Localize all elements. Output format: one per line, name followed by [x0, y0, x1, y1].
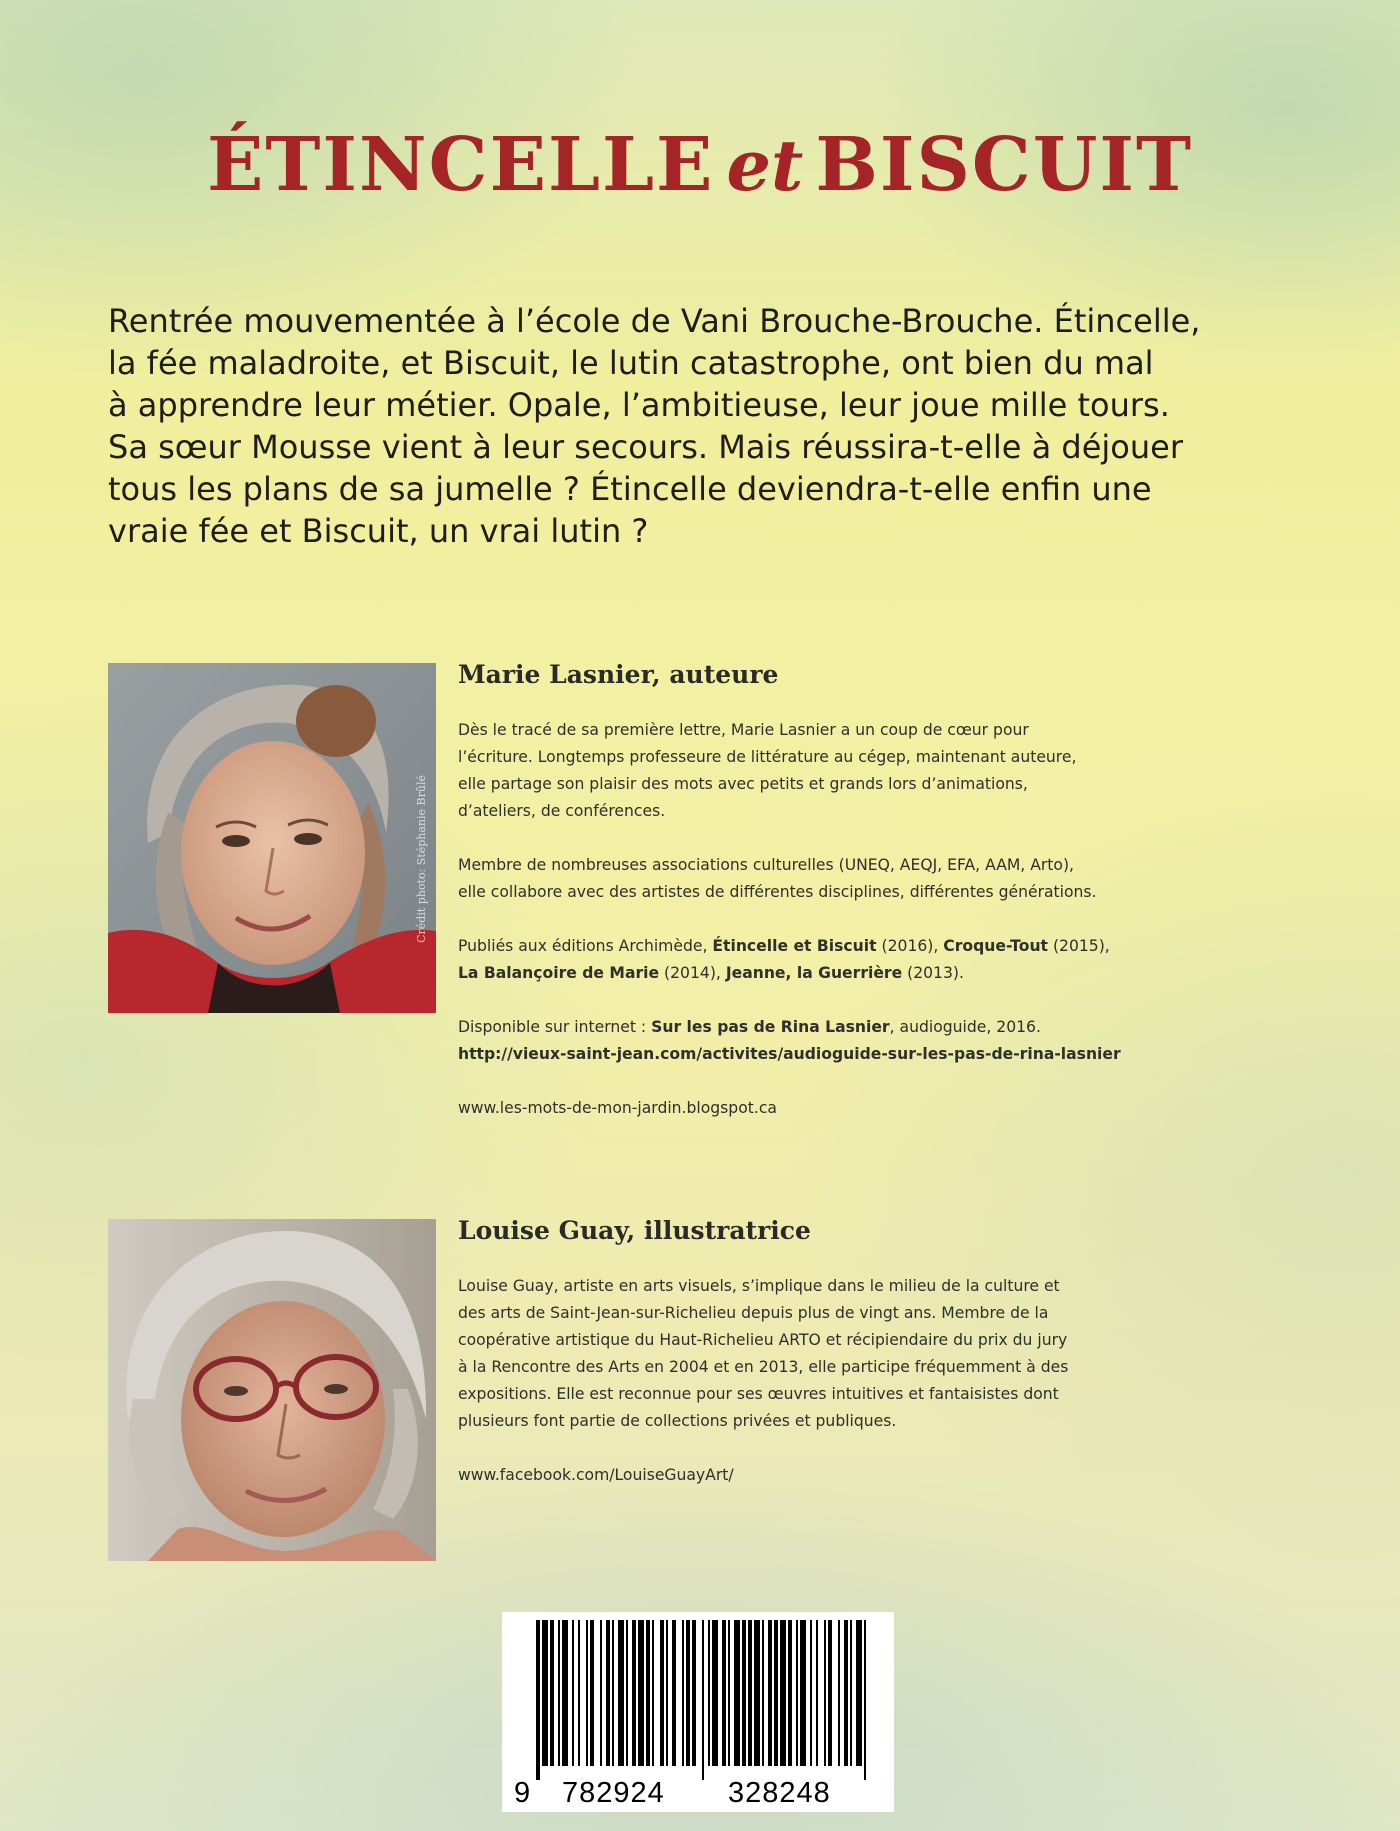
barcode-bar — [748, 1620, 752, 1766]
author-bio-paragraph-1: Dès le tracé de sa première lettre, Marie Lasnier a un coup de cœur pour l’écriture. Longtemps professeure de littérature au cégep, maintenant auteure, elle partage son plaisir des mots avec petits et grands lors d’animations, d’ateliers, de conférences. — [458, 721, 1077, 820]
publication-title-3: La Balançoire de Marie — [458, 964, 660, 982]
author-photo — [108, 663, 436, 1013]
online-url-link[interactable]: http://vieux-saint-jean.com/activites/audioguide-sur-les-pas-de-rina-lasnier — [458, 1045, 1121, 1063]
barcode-bar — [632, 1620, 636, 1766]
barcode-bar — [768, 1620, 772, 1766]
photo-credit: Crédit photo: Stéphanie Brûlé — [415, 775, 428, 943]
barcode-bar — [844, 1620, 848, 1766]
barcode-bar — [550, 1620, 554, 1766]
publication-year-1: (2016), — [876, 937, 944, 955]
barcode-bar — [612, 1620, 614, 1766]
barcode-bar — [838, 1620, 840, 1766]
barcode-bar — [722, 1620, 726, 1766]
barcode-bar — [824, 1620, 826, 1766]
online-prefix: Disponible sur internet : — [458, 1018, 652, 1036]
publication-year-2: (2015), — [1048, 937, 1110, 955]
barcode-bar — [762, 1620, 764, 1766]
barcode-bar — [660, 1620, 664, 1766]
barcode-bar — [572, 1620, 574, 1766]
barcode-bar — [800, 1620, 806, 1766]
barcode-bar — [708, 1620, 710, 1766]
illustrator-bio-paragraph: Louise Guay, artiste en arts visuels, s’implique dans le milieu de la culture et des arts de Saint-Jean-sur-Richelieu depuis plus de vingt ans. Membre de la coopérative artistique du Haut-Richelieu ARTO et récipiendaire du prix du jury à la Rencontre des Arts en 2004 et en 2013, elle participe fréquemment à des expositions. Elle est reconnue pour ses œuvres intuitives et fantaisistes dont plusieurs font partie de collections privées et publiques. — [458, 1277, 1069, 1430]
barcode-bar — [774, 1620, 778, 1766]
barcode-bar — [780, 1620, 786, 1766]
publication-title-1: Étincelle et Biscuit — [712, 937, 877, 955]
title-part-2: et — [726, 124, 804, 207]
barcode-bar — [618, 1620, 624, 1766]
barcode-digits-right: 328248 — [728, 1777, 831, 1809]
author-name: Marie Lasnier, auteure — [458, 660, 779, 689]
author-publications — [458, 933, 1338, 987]
barcode-bar — [562, 1620, 568, 1766]
publication-year-4: (2013). — [902, 964, 964, 982]
publication-year-3: (2014), — [659, 964, 726, 982]
barcode-digit-first: 9 — [514, 1777, 531, 1809]
barcode-bar — [702, 1620, 704, 1780]
book-blurb: Rentrée mouvementée à l’école de Vani Brouche-Brouche. Étincelle, la fée maladroite, et Biscuit, le lutin catastrophe, ont bien du mal à apprendre leur métier. Opale, l’ambitieuse, leur joue mille tours. Sa sœur Mousse vient à leur secours. Mais réussira-t-elle à déjouer tous les plans de sa jumelle ? Étincelle deviendra-t-elle enfin une vraie fée et Biscuit, un vrai lutin ? — [108, 302, 1201, 550]
author-bio — [458, 717, 1338, 1122]
publication-title-4: Jeanne, la Guerrière — [725, 964, 903, 982]
barcode-bar — [742, 1620, 746, 1766]
barcode-bar — [712, 1620, 718, 1766]
author-online — [458, 1014, 1338, 1068]
barcode-bars — [502, 1612, 894, 1782]
barcode-bar — [606, 1620, 610, 1766]
barcode-bar — [754, 1620, 760, 1766]
barcode-bar — [626, 1620, 628, 1766]
barcode-bar — [850, 1620, 852, 1766]
barcode-bar — [856, 1620, 862, 1766]
barcode-bar — [536, 1620, 540, 1780]
author-blog-link[interactable]: www.les-mots-de-mon-jardin.blogspot.ca — [458, 1099, 777, 1117]
barcode-bar — [586, 1620, 588, 1766]
title-part-3: BISCUIT — [815, 122, 1194, 208]
barcode-bar — [646, 1620, 650, 1766]
online-title: Sur les pas de Rina Lasnier — [651, 1018, 890, 1036]
barcode-bar — [692, 1620, 696, 1766]
barcode-bar — [542, 1620, 548, 1766]
barcode-bar — [558, 1620, 560, 1766]
barcode-bar — [828, 1620, 832, 1766]
barcode-bar — [796, 1620, 798, 1766]
online-suffix: , audioguide, 2016. — [889, 1018, 1041, 1036]
barcode-bar — [810, 1620, 812, 1766]
barcode-bar — [816, 1620, 818, 1766]
barcode-bar — [600, 1620, 602, 1766]
barcode-bar — [864, 1620, 866, 1780]
illustrator-bio — [458, 1273, 1338, 1489]
barcode-bar — [638, 1620, 644, 1766]
barcode-bar — [728, 1620, 730, 1766]
barcode-bar — [788, 1620, 792, 1766]
barcode-bar — [590, 1620, 594, 1766]
barcode-bar — [666, 1620, 668, 1766]
illustrator-photo — [108, 1219, 436, 1561]
barcode-digits-left: 782924 — [562, 1777, 665, 1809]
title-part-1: ÉTINCELLE — [206, 122, 715, 208]
barcode-bar — [578, 1620, 580, 1766]
publications-prefix: Publiés aux éditions Archimède, — [458, 937, 713, 955]
author-bio-paragraph-2: Membre de nombreuses associations culturelles (UNEQ, AEQJ, EFA, AAM, Arto), elle collabore avec des artistes de différentes disciplines, différentes générations. — [458, 856, 1097, 901]
book-title — [0, 122, 1400, 208]
publication-title-2: Croque-Tout — [943, 937, 1048, 955]
barcode-bar — [682, 1620, 684, 1766]
isbn-barcode — [502, 1612, 894, 1812]
barcode-digits — [502, 1778, 894, 1808]
barcode-bar — [652, 1620, 654, 1766]
barcode-bar — [686, 1620, 690, 1766]
illustrator-name: Louise Guay, illustratrice — [458, 1216, 811, 1245]
illustrator-facebook-link[interactable]: www.facebook.com/LouiseGuayArt/ — [458, 1466, 734, 1484]
barcode-bar — [734, 1620, 740, 1766]
barcode-bar — [672, 1620, 676, 1766]
